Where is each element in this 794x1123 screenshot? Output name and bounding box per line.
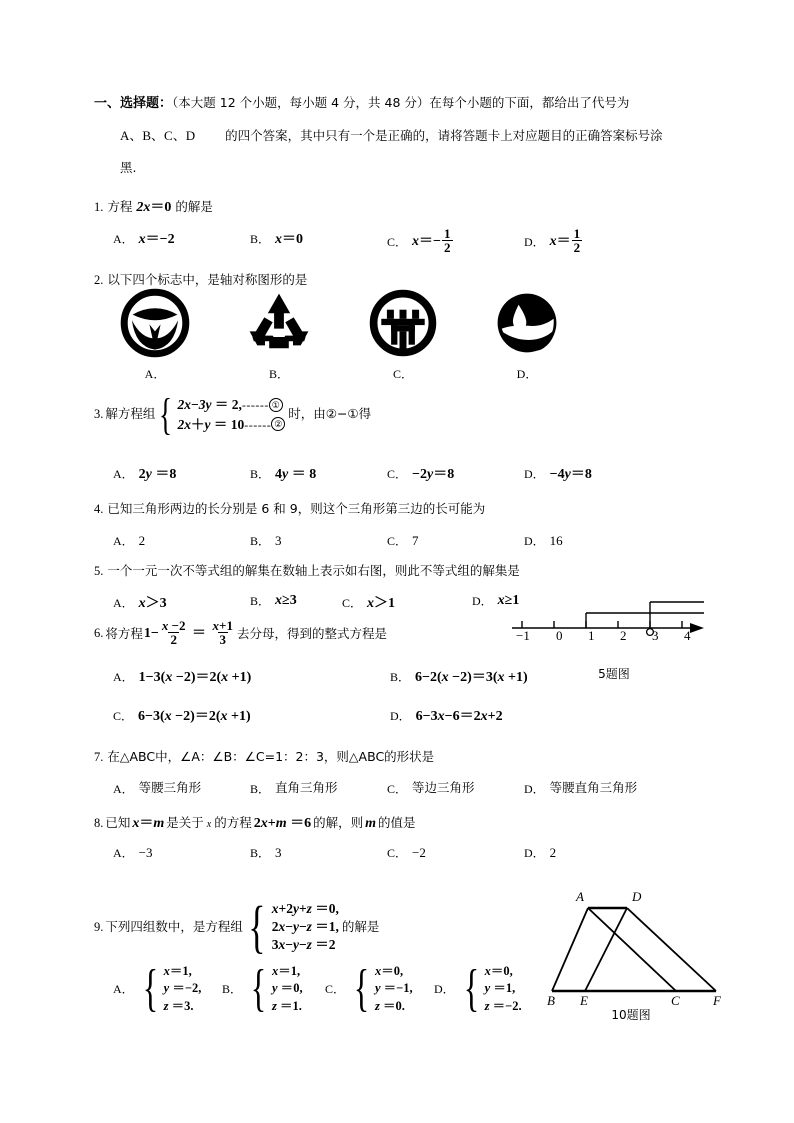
q1-option-c-value: x＝− $\frac{1}{2}$ bbox=[412, 226, 451, 256]
q7-option-a[interactable] bbox=[113, 780, 201, 797]
tick-label-0: 0 bbox=[556, 628, 563, 643]
luxgen-circle-logo-icon bbox=[116, 288, 194, 358]
question-9-stem bbox=[94, 894, 380, 960]
q5-option-b-letter: B． bbox=[250, 594, 271, 608]
question-8-stem bbox=[94, 812, 416, 832]
question-1-options bbox=[94, 228, 706, 258]
q5-option-d-value: x≥1 bbox=[497, 592, 520, 608]
question-8-end: 的值是 bbox=[378, 815, 416, 830]
vertex-label-B: B bbox=[547, 993, 555, 1005]
header-line-1 bbox=[94, 92, 629, 112]
q8-option-a-letter: A． bbox=[113, 846, 134, 860]
header-line-3 bbox=[120, 158, 136, 177]
q2-option-b-letter: B． bbox=[268, 367, 289, 381]
left-brace-icon: { bbox=[250, 959, 267, 1017]
q5-option-b[interactable] bbox=[250, 592, 297, 609]
q4-option-c-letter: C． bbox=[387, 534, 408, 548]
q8-option-b-value: 3 bbox=[275, 844, 282, 860]
q9-b-line1: x＝1, bbox=[271, 964, 301, 978]
section-instructions-part3: 黑. bbox=[120, 160, 137, 175]
q5-option-c-letter: C． bbox=[342, 595, 363, 610]
left-brace-icon: { bbox=[159, 389, 173, 439]
q5-option-a[interactable] bbox=[113, 592, 167, 612]
q5-option-c[interactable] bbox=[342, 592, 395, 612]
q4-option-a-value: 2 bbox=[138, 532, 146, 548]
q9-b-line2: y ＝0, bbox=[271, 981, 303, 996]
vertex-label-F: F bbox=[713, 993, 721, 1005]
q3-option-c[interactable] bbox=[387, 463, 454, 483]
question-3-system bbox=[155, 389, 285, 439]
q8-math-3: m bbox=[365, 816, 377, 831]
recycle-logo-icon bbox=[240, 288, 318, 358]
water-drop-logo-icon bbox=[488, 288, 566, 358]
question-9-options bbox=[94, 959, 554, 1023]
question-3-prefix: 解方程组 bbox=[105, 406, 156, 422]
q9-a-line2: y ＝−2, bbox=[163, 981, 202, 996]
q1-option-d[interactable] bbox=[524, 228, 583, 256]
left-brace-icon: { bbox=[142, 959, 158, 1017]
q6-option-c-letter: C． bbox=[113, 708, 134, 723]
question-8-prefix: 已知 bbox=[105, 815, 131, 830]
question-7-options bbox=[94, 780, 706, 810]
numberline-caption: 5题图 bbox=[598, 667, 630, 681]
q3-equation-2: 2x＋y ＝ 10------ ② bbox=[178, 415, 286, 435]
q4-option-d[interactable] bbox=[524, 532, 563, 549]
q4-option-b-letter: B． bbox=[250, 534, 271, 548]
q3-option-a-letter: A． bbox=[113, 466, 134, 481]
q8-math-1: x＝m bbox=[132, 816, 165, 831]
q5-option-a-value: x＞3 bbox=[138, 596, 167, 611]
q3-option-a-value: 2y ＝8 bbox=[138, 467, 177, 482]
q4-option-b-value: 3 bbox=[275, 532, 282, 548]
q1-option-d-value: x＝ $\frac{1}{2}$ bbox=[549, 226, 581, 256]
question-1-prefix: 方程 bbox=[107, 199, 133, 214]
numberline-svg bbox=[508, 596, 708, 644]
q9-option-a[interactable] bbox=[113, 959, 202, 1017]
q3-equation-1: 2x−3y ＝ 2,------ ① bbox=[178, 395, 286, 415]
question-6-options-row2 bbox=[94, 705, 706, 735]
q8-option-a-value: −3 bbox=[138, 844, 153, 860]
section-instructions-part2: 的四个答案，其中只有一个是正确的，请将答题卡上对应题目的正确答案标号涂 bbox=[225, 128, 663, 143]
q3-option-a[interactable] bbox=[113, 463, 176, 483]
vertex-label-D: D bbox=[632, 889, 642, 904]
vertex-label-E: E bbox=[580, 993, 588, 1005]
q7-option-b[interactable] bbox=[250, 780, 338, 797]
q9-b-line3: z ＝1. bbox=[271, 998, 302, 1013]
question-4-number: 4. bbox=[94, 502, 104, 516]
q9-option-b[interactable] bbox=[222, 959, 303, 1017]
q2-option-d[interactable] bbox=[484, 288, 570, 382]
trapezoid-svg bbox=[536, 885, 726, 1005]
q3-option-d-value: −4y＝8 bbox=[549, 467, 592, 482]
q6-option-c[interactable] bbox=[113, 705, 251, 725]
question-7-stem bbox=[94, 748, 434, 766]
question-2-stem bbox=[94, 271, 307, 289]
question-7-text: 在△ABC中，∠A：∠B：∠C=1：2：3，则△ABC的形状是 bbox=[107, 749, 435, 764]
question-6-prefix: 将方程 bbox=[105, 625, 143, 641]
q9-option-d[interactable] bbox=[434, 959, 522, 1017]
question-1-stem bbox=[94, 196, 213, 216]
question-3-suffix: 时，由②−①得 bbox=[288, 406, 372, 422]
q3-option-d-letter: D． bbox=[524, 466, 545, 481]
section-title: 一、选择题： bbox=[94, 96, 173, 111]
question-4-options bbox=[94, 532, 706, 562]
trapezoid-caption: 10题图 bbox=[611, 1008, 651, 1022]
question-8-options bbox=[94, 844, 706, 874]
tick-label-3: 3 bbox=[652, 628, 659, 643]
question-5-text: 一个一元一次不等式组的解集在数轴上表示如右图，则此不等式组的解集是 bbox=[107, 563, 520, 578]
question-6-suffix: 去分母，得到的整式方程是 bbox=[236, 625, 387, 641]
q6-option-a[interactable] bbox=[113, 666, 251, 686]
q9-option-a-letter: A． bbox=[113, 982, 134, 997]
q1-option-b[interactable] bbox=[250, 228, 303, 248]
q4-option-d-value: 16 bbox=[549, 532, 563, 548]
q7-option-b-value: 直角三角形 bbox=[275, 780, 338, 796]
question-7-number: 7. bbox=[94, 750, 104, 764]
q3-option-c-value: −2y＝8 bbox=[412, 467, 455, 482]
question-9-system bbox=[243, 894, 339, 960]
numberline-figure bbox=[508, 596, 708, 644]
q9-d-line1: x＝0, bbox=[484, 964, 513, 978]
q9-option-c-letter: C． bbox=[325, 982, 346, 997]
q9-d-line2: y ＝1, bbox=[484, 981, 516, 996]
q6-option-b-letter: B． bbox=[390, 669, 411, 684]
q1-option-c-letter: C． bbox=[387, 235, 408, 250]
q1-option-a[interactable] bbox=[113, 228, 175, 248]
q2-option-a[interactable] bbox=[112, 288, 198, 382]
q7-option-d-value: 等腰直角三角形 bbox=[549, 780, 638, 796]
q9-c-line2: y ＝−1, bbox=[374, 981, 413, 996]
question-9-prefix: 下列四组数中，是方程组 bbox=[105, 919, 243, 935]
question-3-stem bbox=[94, 389, 372, 439]
q6-option-a-letter: A． bbox=[113, 669, 134, 684]
q2-option-c-letter: C． bbox=[392, 367, 413, 381]
question-9-number: 9. bbox=[94, 919, 104, 934]
q8-option-d-letter: D． bbox=[524, 846, 545, 860]
question-2-number: 2. bbox=[94, 273, 104, 287]
q1-option-c[interactable] bbox=[387, 228, 454, 256]
question-1-equation: 2x＝0 bbox=[136, 200, 172, 215]
q1-option-b-value: x＝0 bbox=[275, 232, 304, 247]
q3-option-d[interactable] bbox=[524, 463, 592, 483]
q9-c-line3: z ＝0. bbox=[374, 998, 405, 1013]
q8-option-c-letter: C． bbox=[387, 846, 408, 860]
q7-option-a-letter: A． bbox=[113, 782, 134, 796]
q2-option-b[interactable] bbox=[236, 288, 322, 382]
q8-option-c[interactable] bbox=[387, 844, 426, 861]
q7-option-a-value: 等腰三角形 bbox=[138, 780, 202, 796]
question-2-text: 以下四个标志中，是轴对称图形的是 bbox=[107, 272, 308, 287]
q8-variable: x bbox=[206, 819, 212, 830]
q9-option-b-letter: B． bbox=[222, 982, 243, 997]
q9-d-line3: z ＝−2. bbox=[484, 998, 522, 1013]
q7-option-b-letter: B． bbox=[250, 782, 271, 796]
q8-option-d[interactable] bbox=[524, 844, 556, 861]
q9-c-line1: x＝0, bbox=[374, 964, 404, 978]
q4-option-c[interactable] bbox=[387, 532, 419, 549]
left-brace-icon: { bbox=[353, 959, 370, 1017]
trapezoid-figure bbox=[536, 885, 726, 1005]
question-6-stem bbox=[94, 620, 387, 648]
vertex-label-C: C bbox=[671, 993, 680, 1005]
q3-option-b-letter: B． bbox=[250, 466, 271, 481]
q9-equation-1: x+2y+z ＝0, bbox=[271, 901, 339, 916]
tick-label-neg1: −1 bbox=[516, 628, 530, 643]
q5-option-b-value: x≥3 bbox=[275, 592, 297, 608]
q2-option-d-letter: D． bbox=[516, 367, 538, 381]
q9-a-line1: x＝1, bbox=[163, 964, 192, 978]
q2-option-c[interactable] bbox=[360, 288, 446, 382]
question-8-mid: 是关于 bbox=[166, 815, 204, 830]
q9-equation-2: 2x−y−z ＝1, bbox=[271, 919, 339, 935]
q4-option-c-value: 7 bbox=[412, 532, 419, 548]
q6-option-c-value: 6−3(x −2)＝2(x +1) bbox=[138, 709, 251, 724]
q5-option-d-letter: D． bbox=[472, 594, 493, 608]
q6-option-d-value: 6−3x−6＝2x+2 bbox=[415, 709, 503, 724]
q8-option-d-value: 2 bbox=[549, 844, 557, 860]
vertex-label-A: A bbox=[576, 889, 584, 904]
question-9-suffix: 的解是 bbox=[341, 919, 380, 935]
q7-option-c[interactable] bbox=[387, 780, 475, 797]
q1-option-a-value: x＝−2 bbox=[138, 232, 175, 247]
q5-option-a-letter: A． bbox=[113, 595, 134, 610]
question-4-text: 已知三角形两边的长分别是 6 和 9，则这个三角形第三边的长可能为 bbox=[107, 501, 486, 516]
tick-label-2: 2 bbox=[620, 628, 627, 643]
question-3-number: 3. bbox=[94, 407, 104, 422]
q1-option-b-letter: B． bbox=[250, 231, 271, 246]
q8-option-b-letter: B． bbox=[250, 846, 271, 860]
q6-option-d[interactable] bbox=[390, 705, 503, 725]
question-4-stem bbox=[94, 500, 485, 518]
q7-option-c-value: 等边三角形 bbox=[412, 780, 475, 796]
q9-equation-3: 3x−y−z ＝2 bbox=[271, 937, 336, 953]
q8-option-c-value: −2 bbox=[412, 844, 426, 860]
question-6-equation: 1− $\frac{x -2}{2}$ ＝ $\frac{x+1}{3}$ bbox=[143, 618, 233, 648]
question-8-suffix: 的解，则 bbox=[313, 815, 364, 830]
q8-option-a[interactable] bbox=[113, 844, 153, 861]
q8-math-2: 2x+m ＝6 bbox=[253, 816, 312, 831]
tick-label-4: 4 bbox=[684, 628, 691, 643]
left-brace-icon: { bbox=[248, 894, 266, 960]
q1-option-d-letter: D． bbox=[524, 235, 545, 250]
q7-option-d[interactable] bbox=[524, 780, 637, 797]
q6-option-a-value: 1−3(x −2)＝2(x +1) bbox=[138, 670, 252, 685]
q3-option-b-value: 4y ＝ 8 bbox=[275, 467, 317, 482]
q4-option-a-letter: A． bbox=[113, 534, 134, 548]
q1-option-a-letter: A． bbox=[113, 231, 134, 246]
bank-circle-logo-icon bbox=[364, 288, 442, 358]
q9-a-line3: z ＝3. bbox=[163, 998, 194, 1013]
q3-option-b[interactable] bbox=[250, 463, 316, 483]
q5-option-c-value: x＞1 bbox=[367, 596, 396, 611]
question-8-number: 8. bbox=[94, 816, 104, 830]
q8-option-b[interactable] bbox=[250, 844, 282, 861]
answer-letters: A、B、C、D bbox=[120, 128, 196, 143]
question-6-number: 6. bbox=[94, 626, 104, 641]
q9-option-c[interactable] bbox=[325, 959, 413, 1017]
q4-option-b[interactable] bbox=[250, 532, 282, 549]
question-3-options bbox=[94, 463, 706, 493]
q3-option-c-letter: C． bbox=[387, 466, 408, 481]
q2-option-a-letter: A． bbox=[144, 367, 166, 381]
q7-option-d-letter: D． bbox=[524, 782, 545, 796]
q4-option-a[interactable] bbox=[113, 532, 145, 549]
tick-label-1: 1 bbox=[588, 628, 595, 643]
question-8-mid2: 的方程 bbox=[214, 815, 252, 830]
q6-option-b-value: 6−2(x −2)＝3(x +1) bbox=[415, 670, 528, 685]
question-5-number: 5. bbox=[94, 564, 104, 578]
question-1-number: 1. bbox=[94, 200, 104, 214]
left-brace-icon: { bbox=[463, 959, 479, 1017]
q4-option-d-letter: D． bbox=[524, 534, 545, 548]
q6-option-d-letter: D． bbox=[390, 708, 411, 723]
q6-option-b[interactable] bbox=[390, 666, 528, 686]
question-5-stem bbox=[94, 562, 520, 580]
header-line-2 bbox=[120, 125, 663, 145]
section-instructions-part1: （本大题 12 个小题，每小题 4 分，共 48 分）在每个小题的下面，都给出了代号为 bbox=[172, 95, 630, 110]
question-1-suffix: 的解是 bbox=[175, 199, 213, 214]
q7-option-c-letter: C． bbox=[387, 782, 408, 796]
q9-option-d-letter: D． bbox=[434, 982, 455, 997]
